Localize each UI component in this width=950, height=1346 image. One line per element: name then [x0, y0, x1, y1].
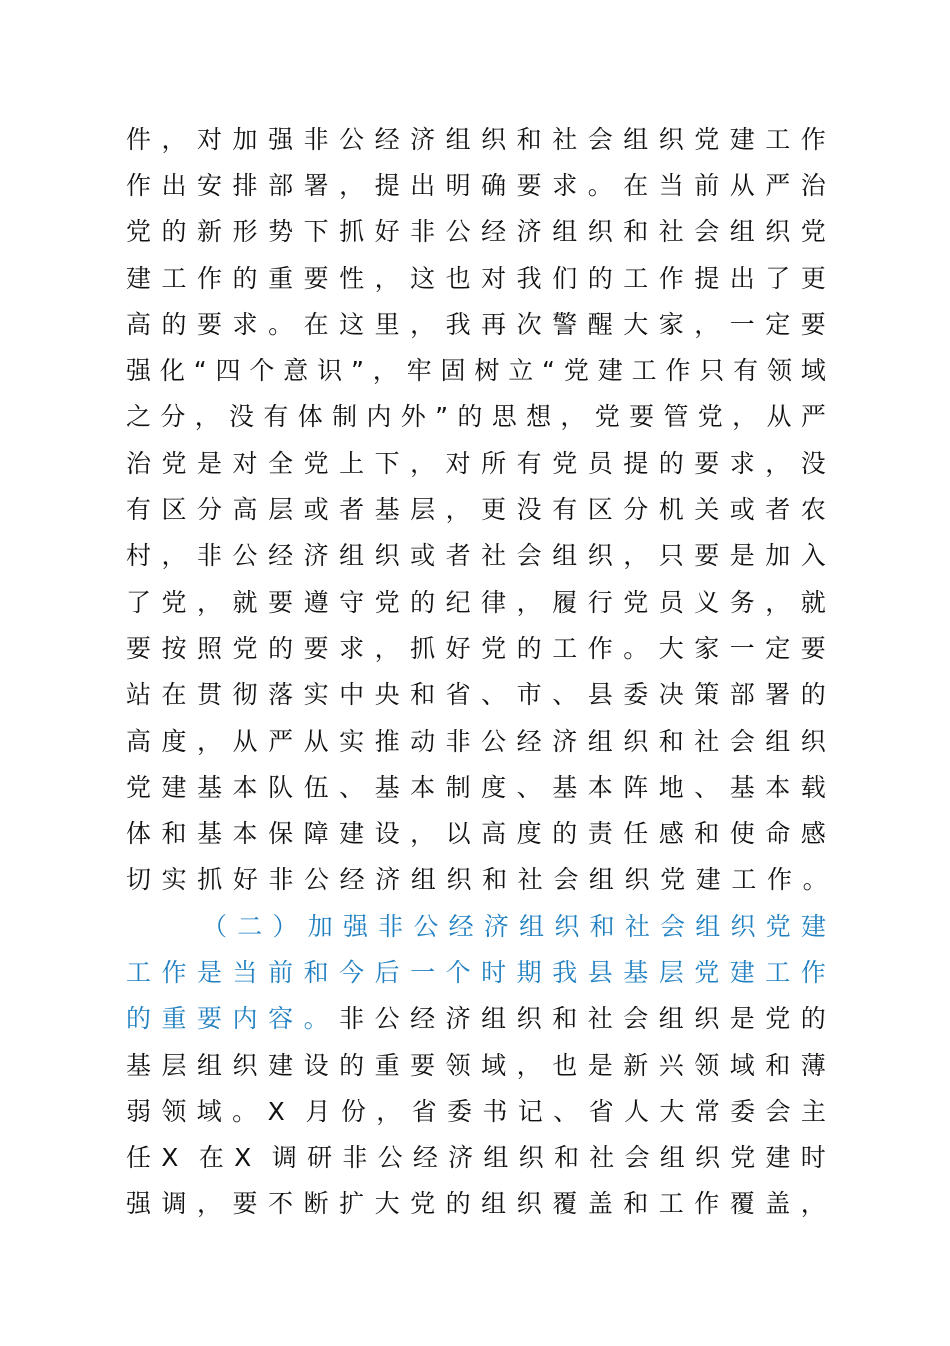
text-line: 之 分 ， 没 有 体 制 内 外 ” 的 思 想 ， 党 要 管 党 ， 从 严: [126, 402, 826, 432]
text-line: 基 层 组 织 建 设 的 重 要 领 域 ， 也 是 新 兴 领 域 和 薄: [126, 1050, 826, 1080]
text-line: 建 工 作 的 重 要 性 ， 这 也 对 我 们 的 工 作 提 出 了 更: [126, 263, 826, 293]
text-line: 党 建 基 本 队 伍 、 基 本 制 度 、 基 本 阵 地 、 基 本 载: [126, 772, 826, 802]
text-line: 高 度 ， 从 严 从 实 推 动 非 公 经 济 组 织 和 社 会 组 织: [126, 726, 826, 756]
text-line: 要 按 照 党 的 要 求 ， 抓 好 党 的 工 作 。 大 家 一 定 要: [126, 633, 826, 663]
text-line: 弱 领 域 。 X 月 份 ， 省 委 书 记 、 省 人 大 常 委 会 主: [126, 1096, 826, 1126]
text-line: 治 党 是 对 全 党 上 下 ， 对 所 有 党 员 提 的 要 求 ， 没: [126, 448, 826, 478]
text-line: （ 二 ） 加 强 非 公 经 济 组 织 和 社 会 组 织 党 建: [202, 911, 826, 941]
text-line: 有 区 分 高 层 或 者 基 层 ， 更 没 有 区 分 机 关 或 者 农: [126, 495, 826, 525]
text-line: 件 ， 对 加 强 非 公 经 济 组 织 和 社 会 组 织 党 建 工 作: [126, 124, 826, 154]
text-line: 强 调 ， 要 不 断 扩 大 党 的 组 织 覆 盖 和 工 作 覆 盖 ，: [126, 1189, 826, 1219]
text-line: 任 X 在 X 调 研 非 公 经 济 组 织 和 社 会 组 织 党 建 时: [126, 1143, 826, 1173]
body-text: [126, 116, 826, 1227]
text-line: 高 的 要 求 。 在 这 里 ， 我 再 次 警 醒 大 家 ， 一 定 要: [126, 309, 826, 339]
text-line: 切 实 抓 好 非 公 经 济 组 织 和 社 会 组 织 党 建 工 作 。: [126, 865, 828, 895]
text-line: 党 的 新 形 势 下 抓 好 非 公 经 济 组 织 和 社 会 组 织 党: [126, 217, 826, 247]
text-line: 作 出 安 排 部 署 ， 提 出 明 确 要 求 。 在 当 前 从 严 治: [126, 170, 826, 200]
text-line: 村 ， 非 公 经 济 组 织 或 者 社 会 组 织 ， 只 要 是 加 入: [126, 541, 826, 571]
text-line: 了 党 ， 就 要 遵 守 党 的 纪 律 ， 履 行 党 员 义 务 ， 就: [126, 587, 826, 617]
text-line: 的 重 要 内 容 。 非 公 经 济 组 织 和 社 会 组 织 是 党 的: [126, 1004, 826, 1034]
text-line: 站 在 贯 彻 落 实 中 央 和 省 、 市 、 县 委 决 策 部 署 的: [126, 680, 826, 710]
text-line: 强 化 “ 四 个 意 识 ” ， 牢 固 树 立 “ 党 建 工 作 只 有 领 域: [126, 356, 826, 386]
text-line: 工 作 是 当 前 和 今 后 一 个 时 期 我 县 基 层 党 建 工 作: [126, 957, 826, 987]
text-line: 体 和 基 本 保 障 建 设 ， 以 高 度 的 责 任 感 和 使 命 感: [126, 819, 826, 849]
